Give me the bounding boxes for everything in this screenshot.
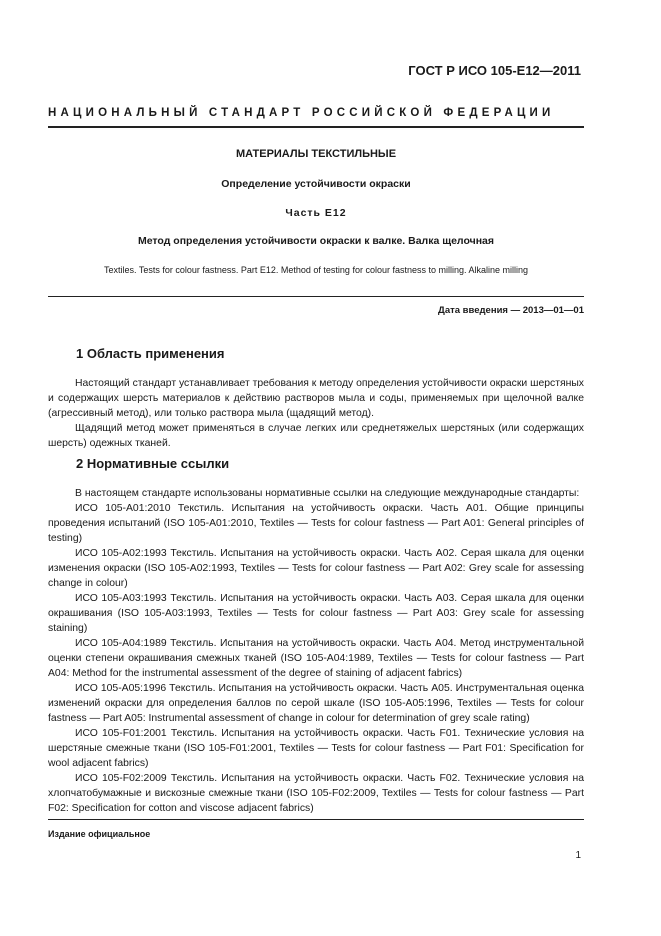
paragraph: Щадящий метод может применяться в случае легких или среднетяжелых шерстяных (или содержащих шерсть) одежных тканей. — [48, 423, 584, 449]
section-2-heading: 2 Нормативные ссылки — [76, 456, 230, 471]
reference-item: ИСО 105-F02:2009 Текстиль. Испытания на устойчивость окраски. Часть F02. Технические условия на хлопчатобумажные и вискозные смежные ткани (ISO 105-F02:2009, Textiles — Tests for colour fastness — Part F02: Specification for cotton and viscose adjacent fabrics) — [48, 773, 584, 814]
edition-note: Издание официальное — [48, 829, 151, 839]
document-id: ГОСТ Р ИСО 105-E12—2011 — [408, 63, 581, 78]
reference-item: ИСО 105-A01:2010 Текстиль. Испытания на устойчивость окраски. Часть А01. Общие принципы проведения испытаний (ISO 105-A01:2010, Textiles — Tests for colour fastness — Part A01: General principles of testing) — [48, 503, 584, 544]
paragraph: Настоящий стандарт устанавливает требования к методу определения устойчивости окраски шерстяных и содержащих шерсть материалов к действию растворов мыла и соды, применяемых при щелочной валке (агрессивный метод), или только раствора мыла (щадящий метод). — [48, 378, 584, 419]
section-2-body — [48, 486, 584, 816]
section-1-heading: 1 Область применения — [76, 346, 225, 361]
reference-item: ИСО 105-A05:1996 Текстиль. Испытания на устойчивость окраски. Часть А05. Инструментальная оценка изменений окраски для определения баллов по серой шкале (ISO 105-A05:1996, Textiles — Tests for colour fastness — Part A05: Instrumental assessment of change in colour for determination of grey scale rating) — [48, 683, 584, 724]
title-part: Часть Е12 — [285, 207, 347, 219]
title-line-4: Метод определения устойчивости окраски к валке. Валка щелочная — [137, 235, 495, 247]
reference-item: ИСО 105-A02:1993 Текстиль. Испытания на устойчивость окраски. Часть А02. Серая шкала для оценки изменения окраски (ISO 105-A02:1993, Textiles — Tests for colour fastness — Part A02: Grey scale for assessing change in colour) — [48, 548, 584, 589]
title-line-1: МАТЕРИАЛЫ ТЕКСТИЛЬНЫЕ — [235, 148, 397, 160]
introduction-date: Дата введения — 2013—01—01 — [438, 305, 584, 316]
reference-item: ИСО 105-A04:1989 Текстиль. Испытания на устойчивость окраски. Часть А04. Метод инструментальной оценки степени окрашивания смежных тканей (ISO 105-A04:1989, Textiles — Tests for colour fastness — Part A04: Method for the instrumental assessment of the degree of staining of adjacent fabrics) — [48, 638, 584, 679]
title-line-2: Определение устойчивости окраски — [221, 178, 411, 190]
footer-rule — [48, 819, 584, 820]
reference-item: ИСО 105-F01:2001 Текстиль. Испытания на устойчивость окраски. Часть F01. Технические условия на шерстяные смежные ткани (ISO 105-F01:2001, Textiles — Tests for colour fastness — Part F01: Specification for wool adjacent fabrics) — [48, 728, 584, 769]
paragraph: В настоящем стандарте использованы нормативные ссылки на следующие международные стандарты: — [75, 488, 580, 499]
national-standard-banner: НАЦИОНАЛЬНЫЙ СТАНДАРТ РОССИЙСКОЙ ФЕДЕРАЦИИ — [48, 107, 555, 119]
header-rule — [48, 126, 584, 128]
reference-item: ИСО 105-A03:1993 Текстиль. Испытания на устойчивость окраски. Часть А03. Серая шкала для оценки окрашивания (ISO 105-A03:1993, Textiles — Tests for colour fastness — Part A03: Grey scale for assessing staining) — [48, 593, 584, 634]
title-rule — [48, 296, 584, 297]
english-title: Textiles. Tests for colour fastness. Part E12. Method of testing for colour fastness to milling. Alkaline milling — [103, 265, 529, 275]
page-number: 1 — [575, 850, 581, 861]
section-1-body — [48, 376, 584, 451]
